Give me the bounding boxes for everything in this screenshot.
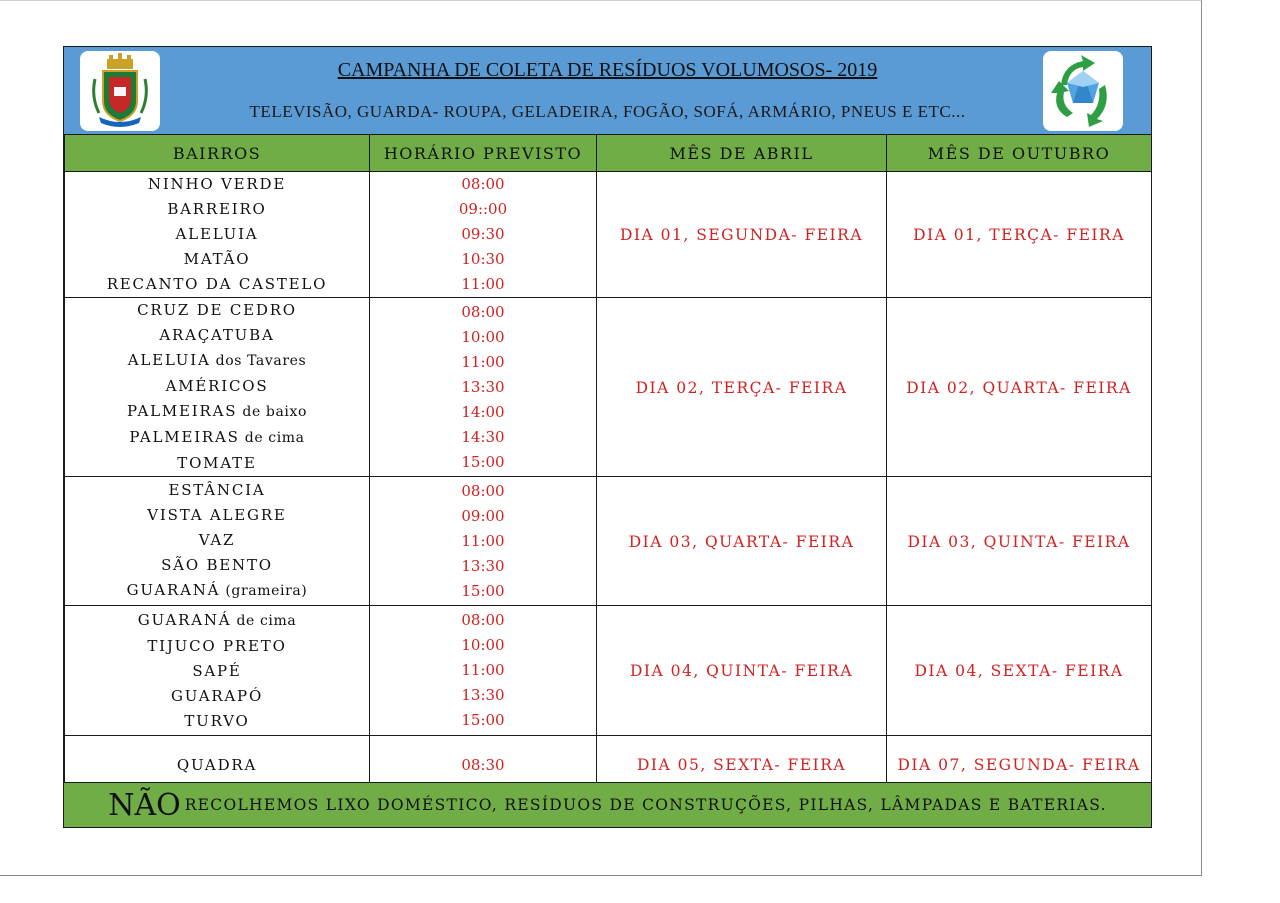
horario-value: 15:00 — [461, 711, 505, 729]
abril-cell — [597, 477, 887, 606]
horario-value: 09:00 — [461, 506, 505, 525]
horario-value: 08:00 — [461, 611, 505, 629]
abril-day: DIA 03, QUARTA- FEIRA — [628, 532, 855, 551]
item-examples: TELEVISÃO, GUARDA- ROUPA, GELADEIRA, FOGÃO, SOFÁ, ARMÁRIO, PNEUS E ETC... — [249, 102, 966, 121]
outubro-cell — [887, 298, 1152, 477]
outubro-day: DIA 04, SEXTA- FEIRA — [914, 662, 1124, 680]
bairro-name: NINHO VERDE — [147, 175, 287, 193]
col-header-abril: MÊS DE ABRIL — [597, 135, 887, 172]
abril-cell — [597, 606, 887, 736]
footer-notice — [64, 782, 1151, 827]
bairro-name: ALELUIA dos Tavares — [127, 351, 307, 369]
bairro-name: CRUZ DE CEDRO — [137, 301, 297, 319]
abril-cell — [597, 298, 887, 477]
outubro-cell — [887, 477, 1152, 606]
campaign-title: CAMPANHA DE COLETA DE RESÍDUOS VOLUMOSOS- 2019 — [337, 59, 878, 81]
bairro-suffix: dos Tavares — [210, 353, 307, 369]
bairro-name: GUARANÁ de cima — [137, 610, 297, 629]
bairro-suffix: (grameira) — [220, 583, 308, 599]
horario-value: 13:30 — [461, 686, 505, 704]
outubro-cell — [887, 606, 1152, 736]
horarios-cell — [370, 298, 597, 477]
bairro-name: ALELUIA — [175, 225, 259, 243]
horario-value: 14:30 — [461, 427, 505, 446]
abril-day: DIA 04, QUINTA- FEIRA — [629, 662, 854, 680]
bairros-cell — [65, 477, 370, 606]
horario-value: 10:00 — [461, 636, 505, 654]
bairros-cell — [65, 298, 370, 477]
bairro-name: TIJUCO PRETO — [147, 636, 287, 655]
table-row — [65, 298, 1152, 477]
outubro-day: DIA 02, QUARTA- FEIRA — [906, 378, 1132, 397]
bairros-cell — [65, 172, 370, 298]
bairro-suffix: de baixo — [237, 404, 308, 420]
horario-value: 09::00 — [458, 200, 508, 218]
bairro-name: GUARANÁ (grameira) — [126, 581, 308, 599]
horario-value: 11:00 — [461, 531, 505, 550]
bairro-name: PALMEIRAS de baixo — [126, 402, 308, 420]
column-header-row — [65, 135, 1152, 172]
bairro-name: TOMATE — [177, 454, 257, 472]
col-header-horario: HORÁRIO PREVISTO — [370, 135, 597, 172]
abril-day: DIA 01, SEGUNDA- FEIRA — [619, 226, 864, 244]
bairro-name: BARREIRO — [167, 200, 267, 218]
horario-value: 08:00 — [461, 175, 505, 193]
bairro-name: VISTA ALEGRE — [147, 506, 287, 524]
outubro-day: DIA 03, QUINTA- FEIRA — [907, 532, 1131, 551]
header-banner — [64, 47, 1151, 135]
table-row — [65, 477, 1152, 606]
col-header-outubro: MÊS DE OUTUBRO — [887, 135, 1152, 172]
horarios-cell — [370, 606, 597, 736]
horario-value: 15:00 — [461, 452, 505, 471]
outubro-day: DIA 07, SEGUNDA- FEIRA — [897, 755, 1141, 774]
campaign-sheet — [63, 46, 1152, 828]
horario-value: 11:00 — [461, 352, 505, 371]
horario-value: 14:00 — [461, 402, 505, 421]
bairro-name: ARAÇATUBA — [159, 326, 275, 344]
recycling-icon — [1047, 55, 1119, 127]
col-header-bairros: BAIRROS — [65, 135, 370, 172]
bairro-name: MATÃO — [183, 250, 251, 268]
recycling-logo — [1043, 51, 1123, 131]
horario-value: 08:00 — [461, 481, 505, 500]
bairro-name: SAPÉ — [192, 661, 242, 680]
horario-value: 10:30 — [461, 250, 505, 268]
horarios-cell — [370, 477, 597, 606]
bairro-name: TURVO — [184, 711, 250, 730]
abril-day: DIA 02, TERÇA- FEIRA — [635, 378, 848, 397]
bairro-name: ESTÂNCIA — [168, 481, 266, 499]
bairro-name: RECANTO DA CASTELO — [106, 275, 328, 293]
bairros-cell — [65, 606, 370, 736]
horario-value: 11:00 — [461, 275, 505, 293]
table-row — [65, 606, 1152, 736]
outubro-day: DIA 01, TERÇA- FEIRA — [913, 226, 1125, 244]
horario-value: 09:30 — [461, 225, 505, 243]
footer-text: RECOLHEMOS LIXO DOMÉSTICO, RESÍDUOS DE CONSTRUÇÕES, PILHAS, LÂMPADAS E BATERIAS. — [184, 796, 1107, 814]
horario-value: 11:00 — [461, 661, 505, 679]
bairro-name: VAZ — [198, 531, 236, 549]
table-row — [65, 172, 1152, 298]
bairro-name: AMÉRICOS — [165, 377, 269, 395]
bairro-suffix: de cima — [239, 430, 305, 446]
horario-value: 10:00 — [461, 327, 505, 346]
schedule-table — [64, 134, 1152, 793]
horario-value: 08:00 — [461, 302, 505, 321]
outubro-cell — [887, 172, 1152, 298]
bairro-name: GUARAPÓ — [170, 686, 264, 705]
bairro-name: PALMEIRAS de cima — [129, 428, 305, 446]
abril-cell — [597, 172, 887, 298]
abril-day: DIA 05, SEXTA- FEIRA — [636, 755, 847, 774]
bairro-name: SÃO BENTO — [161, 556, 273, 574]
horario-value: 13:30 — [461, 377, 505, 396]
horarios-cell — [370, 172, 597, 298]
horario-value: 08:30 — [461, 755, 505, 774]
bairro-suffix: de cima — [231, 612, 297, 629]
horario-value: 13:30 — [461, 556, 505, 575]
bairro-name: QUADRA — [176, 755, 258, 774]
footer-emphasis: NÃO — [108, 787, 181, 823]
horario-value: 15:00 — [461, 581, 505, 600]
